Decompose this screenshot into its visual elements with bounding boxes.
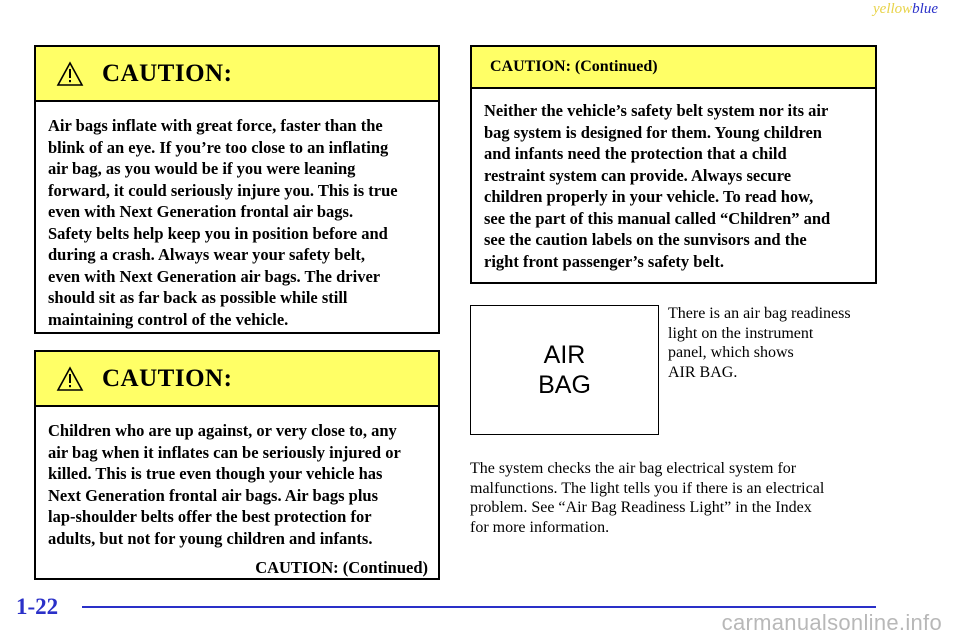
caution-title: CAUTION: [102,59,233,87]
page-number: 1-22 [16,594,59,619]
caution-line: air bag, as you would be if you were leaning [48,159,356,178]
caution-line: and infants need the protection that a child [484,144,787,163]
caution-body [36,407,438,579]
caution-line: adults, but not for young children and infants. [48,528,373,548]
caution-line: during a crash. Always wear your safety belt, [48,245,366,264]
caution-line: even with Next Generation air bags. The driver [48,266,381,286]
print-color-tag [873,1,938,18]
text-line: problem. See “Air Bag Readiness Light” in the Index [470,499,812,516]
caution-line: bag system is designed for them. Young children [484,122,822,142]
caution-line: right front passenger’s safety belt. [484,251,724,271]
caution-title: CAUTION: [102,364,233,392]
caution-line: maintaining control of the vehicle. [48,309,289,329]
caution-title: CAUTION: (Continued) [490,58,658,75]
caution-line: children properly in your vehicle. To read how, [484,187,814,206]
caution-box-children [34,350,440,580]
air-bag-light-line: BAG [538,371,591,399]
tag-yellow: yellow [873,1,913,17]
caution-line: Next Generation frontal air bags. Air bags plus [48,485,379,505]
caution-line: blink of an eye. If you’re too close to an inflating [48,137,389,157]
footer-rule [82,606,876,608]
caution-line: restraint system can provide. Always secure [484,165,792,185]
caution-line: Air bags inflate with great force, faster than the [48,116,383,135]
air-bag-light-line: AIR [543,341,586,369]
text-line: panel, which shows [668,344,794,361]
text-line: light on the instrument [668,324,814,342]
caution-line: forward, it could seriously injure you. This is true [48,180,398,200]
caution-continued-label: CAUTION: (Continued) [255,558,428,577]
caution-line: air bag when it inflates can be seriously injured or [48,442,401,462]
system-check-paragraph [470,459,880,537]
caution-header [472,47,875,89]
tag-blue: blue [912,1,938,17]
text-line: malfunctions. The light tells you if there is an electrical [470,479,825,497]
text-line: The system checks the air bag electrical system for [470,460,797,477]
air-bag-light-illustration [470,305,659,435]
caution-body [472,89,875,272]
caution-header [36,47,438,102]
caution-box-air-bag-force [34,45,440,334]
text-line: There is an air bag readiness [668,305,851,322]
text-line: for more information. [470,518,610,536]
watermark: carmanualsonline.info [721,610,942,635]
caution-line: even with Next Generation frontal air bags. [48,202,354,221]
caution-line: Neither the vehicle’s safety belt system nor its air [484,101,829,120]
caution-line: Safety belts help keep you in position before and [48,223,388,243]
caution-header [36,352,438,407]
text-line: AIR BAG. [668,363,738,381]
caution-line: should sit as far back as possible while still [48,288,348,307]
caution-line: killed. This is true even though your vehicle has [48,464,383,483]
caution-line: lap-shoulder belts offer the best protection for [48,507,372,526]
warning-triangle-icon [56,366,84,392]
caution-box-continued [470,45,877,284]
air-bag-light-description [668,304,883,382]
caution-line: see the caution labels on the sunvisors and the [484,230,807,249]
caution-line: Children who are up against, or very close to, any [48,421,397,440]
caution-line: see the part of this manual called “Children” and [484,208,831,228]
warning-triangle-icon [56,61,84,87]
caution-body [36,102,438,330]
